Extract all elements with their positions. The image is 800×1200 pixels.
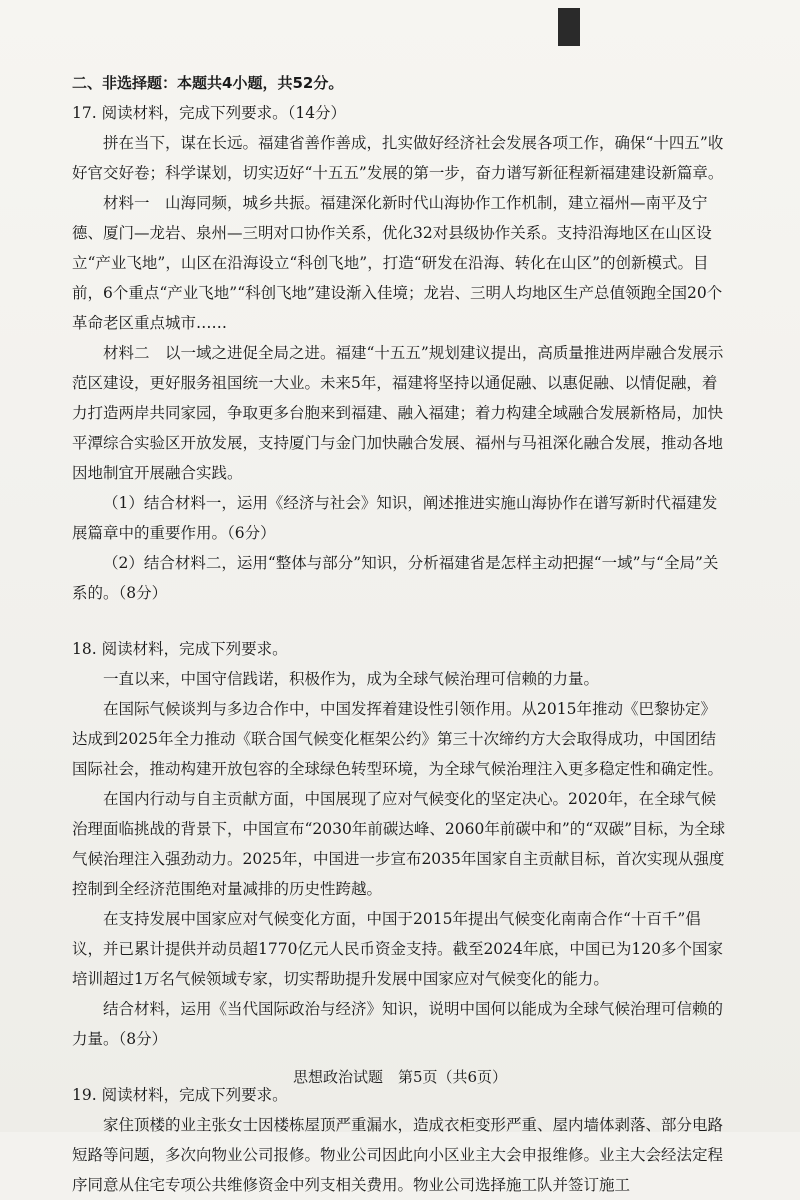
q17-sub1: （1）结合材料一，运用《经济与社会》知识，阐述推进实施山海协作在谱写新时代福建发展篇章中的重要作用。（6分） bbox=[72, 494, 718, 542]
q17-intro: 拼在当下，谋在长远。福建省善作善成，扎实做好经济社会发展各项工作，确保“十四五”收好官交好卷；科学谋划，切实迈好“十五五”发展的第一步，奋力谱写新征程新福建建设新篇章。 bbox=[72, 134, 724, 182]
q18-title: 18. 阅读材料，完成下列要求。 bbox=[72, 640, 288, 658]
q17-material2: 材料二 以一域之进促全局之进。福建“十五五”规划建议提出，高质量推进两岸融合发展示范区建设，更好服务祖国统一大业。未来5年，福建将坚持以通促融、以惠促融、以情促融，着力打造两岸共同家园，争取更多台胞来到福建、融入福建；着力构建全域融合发展新格局，加快平潭综合实验区开放发展，支持厦门与金门加快融合发展、福州与马祖深化融合发展，推动各地因地制宜开展融合实践。 bbox=[72, 344, 724, 482]
q19-title: 19. 阅读材料，完成下列要求。 bbox=[72, 1086, 288, 1104]
page-footer: 思想政治试题 第5页（共6页） bbox=[292, 1068, 508, 1086]
q17-material1: 材料一 山海同频，城乡共振。福建深化新时代山海协作工作机制，建立福州—南平及宁德、厦门—龙岩、泉州—三明对口协作关系，优化32对县级协作关系。支持沿海地区在山区设立“产业飞地”，山区在沿海设立“科创飞地”，打造“研发在沿海、转化在山区”的创新模式。目前，6个重点“产业飞地”“科创飞地”建设渐入佳境；龙岩、三明人均地区生产总值领跑全国20个革命老区重点城市…… bbox=[72, 194, 723, 332]
section-title: 二、非选择题：本题共4小题，共52分。 bbox=[72, 74, 344, 92]
q17-sub2: （2）结合材料二，运用“整体与部分”知识，分析福建省是怎样主动把握“一域”与“全局”关系的。（8分） bbox=[72, 554, 719, 602]
q18-paragraph-2: 在国际气候谈判与多边合作中，中国发挥着建设性引领作用。从2015年推动《巴黎协定》达成到2025年全力推动《联合国气候变化框架公约》第三十次缔约方大会取得成功，中国团结国际社会，推动构建开放包容的全球绿色转型环境，为全球气候治理注入更多稳定性和确定性。 bbox=[72, 700, 724, 778]
q18-paragraph-3: 在国内行动与自主贡献方面，中国展现了应对气候变化的坚定决心。2020年，在全球气候治理面临挑战的背景下，中国宣布“2030年前碳达峰、2060年前碳中和”的“双碳”目标，为全球气候治理注入强劲动力。2025年，中国进一步宣布2035年国家自主贡献目标，首次实现从强度控制到全经济范围绝对量减排的历史性跨越。 bbox=[72, 790, 726, 898]
exam-content bbox=[72, 68, 728, 1200]
scan-mark bbox=[558, 8, 580, 46]
q18-question: 结合材料，运用《当代国际政治与经济》知识，说明中国何以能成为全球气候治理可信赖的力量。（8分） bbox=[72, 1000, 724, 1048]
spacer bbox=[72, 608, 728, 634]
q19-paragraph-1: 家住顶楼的业主张女士因楼栋屋顶严重漏水，造成衣柜变形严重、屋内墙体剥落、部分电路短路等问题，多次向物业公司报修。物业公司因此向小区业主大会申报维修。业主大会经法定程序同意从住宅专项公共维修资金中列支相关费用。物业公司选择施工队并签订施工 bbox=[72, 1116, 724, 1194]
q17-title: 17. 阅读材料，完成下列要求。（14分） bbox=[72, 104, 347, 122]
q18-paragraph-4: 在支持发展中国家应对气候变化方面，中国于2015年提出气候变化南南合作“十百千”倡议，并已累计提供并动员超1770亿元人民币资金支持。截至2024年底，中国已为120多个国家培训超过1万名气候领域专家，切实帮助提升发展中国家应对气候变化的能力。 bbox=[72, 910, 723, 988]
q18-paragraph-1: 一直以来，中国守信践诺，积极作为，成为全球气候治理可信赖的力量。 bbox=[103, 670, 600, 688]
